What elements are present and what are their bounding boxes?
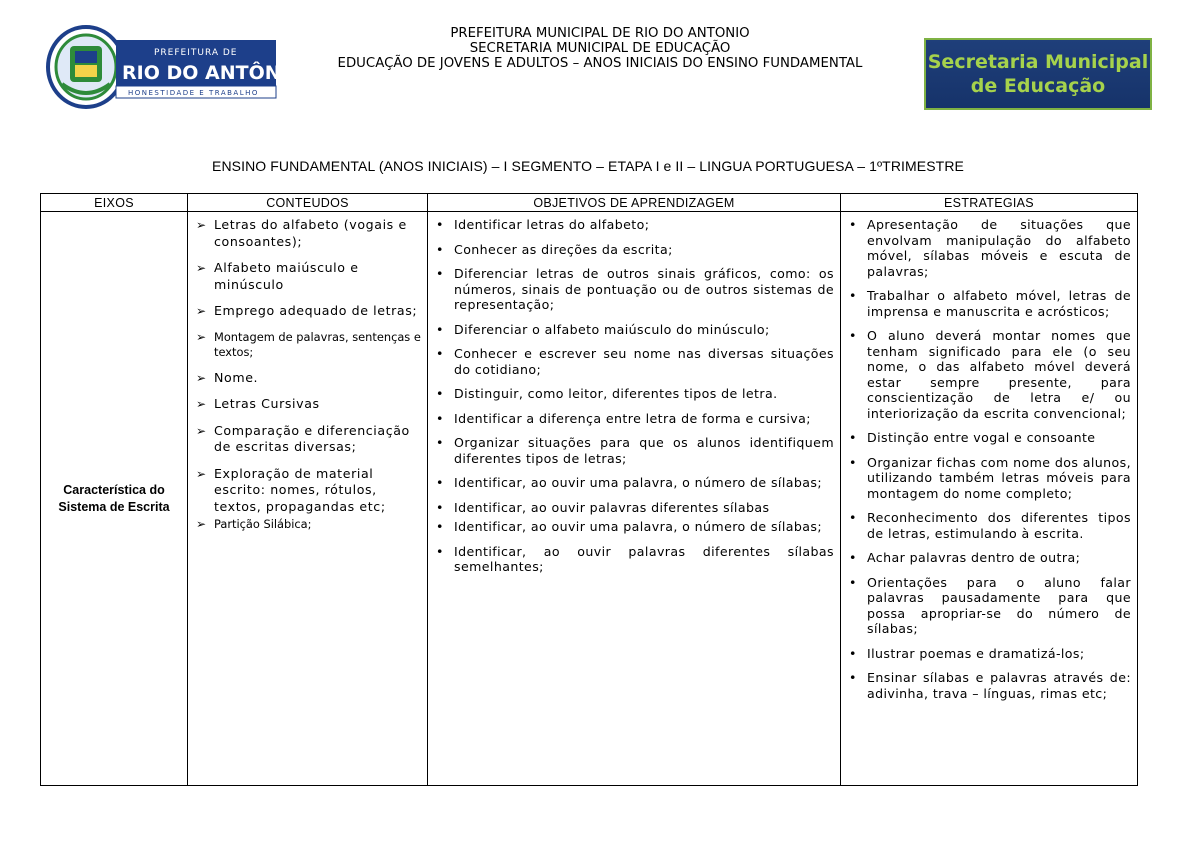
bullet-icon: • <box>849 430 857 445</box>
document-header <box>300 26 900 71</box>
bullet-icon: • <box>436 519 444 534</box>
estrategia-item: • Apresentação de situações que envolvam manipulação do alfabeto móvel, sílabas móveis e escuta de palavras; <box>849 217 1131 279</box>
objetivo-item: • Diferenciar letras de outros sinais gráficos, como: os números, sinais de pontuação ou de outros sistemas de representação; <box>436 266 834 312</box>
arrow-bullet-icon: ➢ <box>196 466 207 481</box>
estrategia-item: • Distinção entre vogal e consoante <box>849 430 1096 445</box>
arrow-bullet-icon: ➢ <box>196 370 207 385</box>
bullet-icon: • <box>436 435 444 450</box>
arrow-bullet-icon: ➢ <box>196 397 207 411</box>
objetivo-item: • Diferenciar o alfabeto maiúsculo do minúsculo; <box>436 321 770 337</box>
municipality-logo <box>44 24 304 110</box>
objetivo-item: • Identificar letras do alfabeto; <box>436 217 650 232</box>
column-header-conteudos: CONTEUDOS <box>188 194 428 212</box>
bullet-icon: • <box>849 328 857 343</box>
logo-big-text: RIO DO ANTÔNIO <box>122 62 304 84</box>
conteudo-item: ➢ Montagem de palavras, sentenças e textos; <box>196 329 421 359</box>
conteudo-item: ➢ Alfabeto maiúsculo e minúsculo <box>196 260 359 292</box>
objetivo-item: • Identificar, ao ouvir palavras diferentes sílabas <box>436 499 770 515</box>
logo-right-line-2: de Educação <box>970 75 1106 97</box>
conteudo-item: ➢ Comparação e diferenciação de escritas diversas; <box>196 422 410 454</box>
bullet-icon: • <box>849 288 857 303</box>
estrategias-cell <box>841 212 1138 786</box>
bullet-icon: • <box>849 670 857 685</box>
header-line-3: EDUCAÇÃO DE JOVENS E ADULTOS – ANOS INICIAIS DO ENSINO FUNDAMENTAL <box>337 56 863 71</box>
estrategia-item: • Achar palavras dentro de outra; <box>849 550 1081 565</box>
bullet-icon: • <box>436 346 444 361</box>
estrategia-item: • Orientações para o aluno falar palavras pausadamente para que possa apropriar-se do número de sílabas; <box>849 574 1131 636</box>
header-line-1: PREFEITURA MUNICIPAL DE RIO DO ANTONIO <box>450 26 750 41</box>
estrategia-item: • Ilustrar poemas e dramatizá-los; <box>849 645 1085 661</box>
estrategia-item: • Trabalhar o alfabeto móvel, letras de imprensa e manuscrita e acrósticos; <box>849 288 1131 319</box>
bullet-icon: • <box>436 410 444 426</box>
table-header-row <box>41 194 1138 212</box>
arrow-bullet-icon: ➢ <box>196 304 207 318</box>
bullet-icon: • <box>849 574 857 590</box>
bullet-icon: • <box>436 543 444 559</box>
objetivo-item: • Conhecer as direções da escrita; <box>436 241 673 257</box>
conteudo-item: ➢ Emprego adequado de letras; <box>196 303 418 318</box>
arrow-bullet-icon: ➢ <box>196 423 207 438</box>
bullet-icon: • <box>436 241 444 257</box>
bullet-icon: • <box>436 321 444 337</box>
conteudos-cell <box>188 212 428 786</box>
arrow-bullet-icon: ➢ <box>196 329 207 344</box>
objetivo-item: • Identificar, ao ouvir palavras diferentes sílabas semelhantes; <box>436 543 834 574</box>
objetivo-item: • Distinguir, como leitor, diferentes tipos de letra. <box>436 386 778 401</box>
bullet-icon: • <box>849 510 857 525</box>
estrategia-item: • Reconhecimento dos diferentes tipos de letras, estimulando à escrita. <box>849 510 1131 541</box>
column-header-eixos: EIXOS <box>41 194 188 212</box>
objetivos-cell <box>428 212 841 786</box>
table-row <box>41 212 1138 786</box>
logo-motto: HONESTIDADE E TRABALHO <box>128 89 259 97</box>
conteudo-item: ➢ Letras do alfabeto (vogais e consoantes); <box>196 217 407 249</box>
bullet-icon: • <box>436 475 444 490</box>
bullet-icon: • <box>849 454 857 470</box>
column-header-objetivos: OBJETIVOS DE APRENDIZAGEM <box>428 194 841 212</box>
objetivo-item: • Organizar situações para que os alunos identifiquem diferentes tipos de letras; <box>436 435 834 466</box>
conteudo-item: ➢ Exploração de material escrito: nomes, rótulos, textos, propagandas etc; <box>196 465 386 514</box>
bullet-icon: • <box>849 217 857 232</box>
arrow-bullet-icon: ➢ <box>196 517 207 531</box>
curriculum-table <box>40 193 1138 786</box>
estrategia-item: • Ensinar sílabas e palavras através de: adivinha, trava – línguas, rimas etc; <box>849 670 1131 701</box>
estrategia-item: • O aluno deverá montar nomes que tenham significado para ele (o seu nome, o das alfabeto móvel deverá estar sempre presente, para conscientização de letra e/ ou interiorização da escrita convencional; <box>849 328 1131 421</box>
bullet-icon: • <box>849 550 857 565</box>
column-header-estrategias: ESTRATEGIAS <box>841 194 1138 212</box>
logo-right-line-1: Secretaria Municipal <box>927 51 1149 73</box>
eixo-cell: Característica do Sistema de Escrita <box>41 212 188 786</box>
conteudo-item: ➢ Letras Cursivas <box>196 396 320 411</box>
objetivo-item: • Identificar, ao ouvir uma palavra, o número de sílabas; <box>436 519 822 534</box>
page-title: ENSINO FUNDAMENTAL (ANOS INICIAIS) – I SEGMENTO – ETAPA I e II – LINGUA PORTUGUESA – 1ºTRIMESTRE <box>212 158 964 174</box>
bullet-icon: • <box>436 217 444 232</box>
bullet-icon: • <box>436 499 444 515</box>
arrow-bullet-icon: ➢ <box>196 261 207 275</box>
objetivo-item: • Identificar, ao ouvir uma palavra, o número de sílabas; <box>436 475 822 490</box>
logo-small-text: PREFEITURA DE <box>154 48 238 58</box>
conteudo-item: ➢ Nome. <box>196 369 259 385</box>
bullet-icon: • <box>436 386 444 401</box>
education-secretariat-logo <box>924 38 1152 110</box>
bullet-icon: • <box>436 266 444 281</box>
bullet-icon: • <box>849 645 857 661</box>
arrow-bullet-icon: ➢ <box>196 218 207 232</box>
header-line-2: SECRETARIA MUNICIPAL DE EDUCAÇÃO <box>469 41 731 56</box>
objetivo-item: • Conhecer e escrever seu nome nas diversas situações do cotidiano; <box>436 346 834 377</box>
objetivo-item: • Identificar a diferença entre letra de forma e cursiva; <box>436 410 811 426</box>
estrategia-item: • Organizar fichas com nome dos alunos, utilizando também letras móveis para montagem do nome completo; <box>849 454 1131 501</box>
conteudo-item: ➢ Partição Silábica; <box>196 517 312 531</box>
